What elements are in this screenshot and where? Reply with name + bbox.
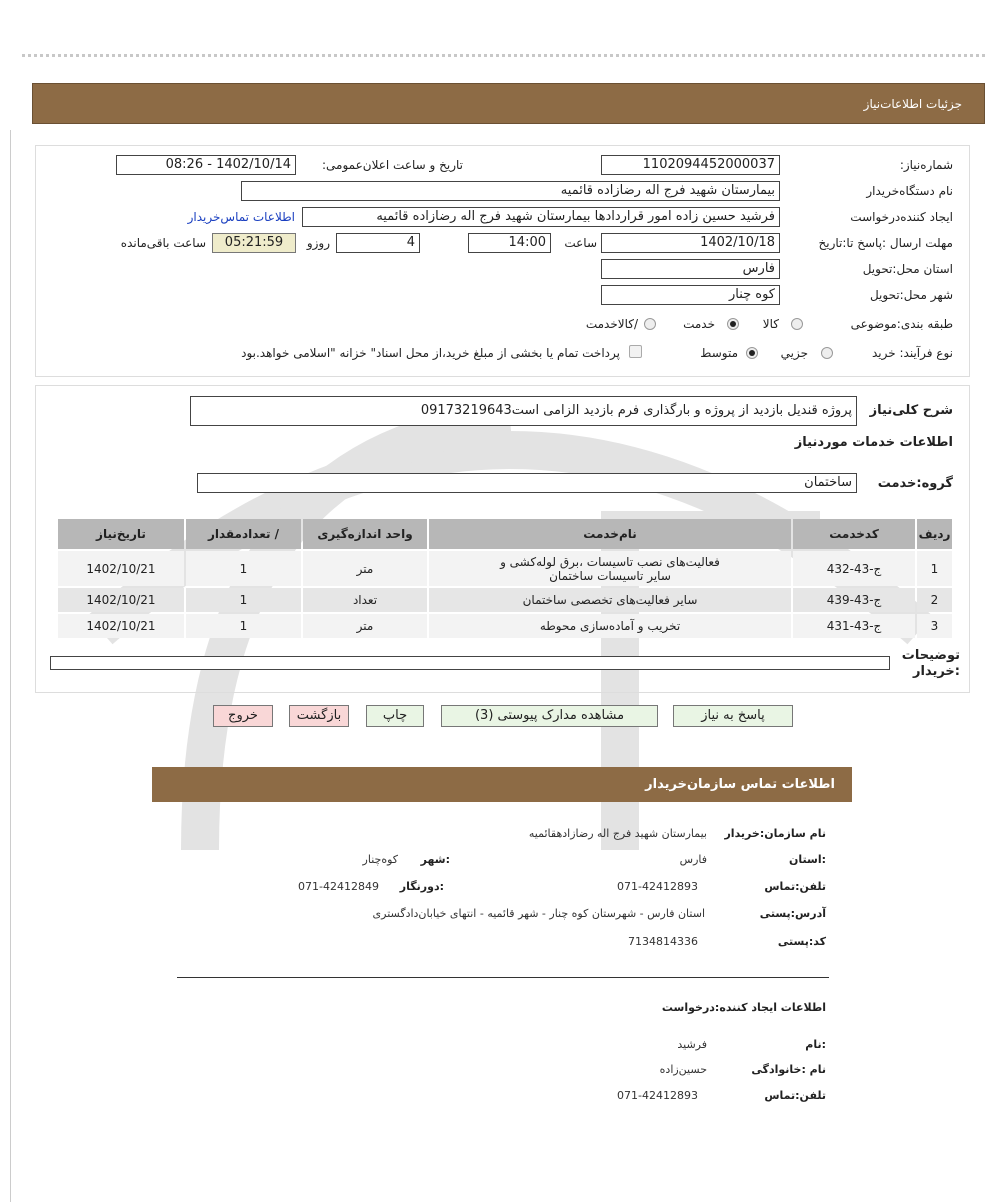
contact-fax-value: 071-42412849 xyxy=(298,880,379,893)
contact-postal-value: 7134814336 xyxy=(628,935,698,948)
page-header xyxy=(32,83,985,124)
creator-family-value: حسین‌زاده xyxy=(659,1063,707,1076)
contact-city-label: :شهر xyxy=(420,853,450,866)
creator-info-title: اطلاعات ایجاد کننده:درخواست xyxy=(661,1001,826,1014)
cell-name: سایر فعالیت‌های تخصصی ساختمان xyxy=(429,588,791,612)
exit-button[interactable]: خروج xyxy=(213,705,273,727)
buyer-notes-field xyxy=(50,656,890,670)
contact-address-value: استان فارس - شهرستان کوه چنار - شهر قائمیه - انتهای خیابان‌دادگستری xyxy=(372,907,705,920)
creator-phone-value: 071-42412893 xyxy=(617,1089,698,1102)
page-header-title: جزئیات اطلاعات‌نیاز xyxy=(863,97,962,111)
deadline-label: مهلت ارسال :پاسخ تا:تاریخ xyxy=(818,236,953,250)
contact-province-value: فارس xyxy=(679,853,707,866)
category-goods-radio[interactable] xyxy=(791,318,803,330)
category-goods-label: کالا xyxy=(762,317,779,331)
category-service-label: خدمت xyxy=(683,317,715,331)
table-header-row xyxy=(58,519,952,549)
back-button[interactable]: بازگشت xyxy=(289,705,349,727)
cell-code: ج-43-431 xyxy=(793,614,915,638)
process-minor-radio[interactable] xyxy=(821,347,833,359)
process-medium-label: متوسط xyxy=(700,346,738,360)
process-minor-label: جزیي xyxy=(780,346,808,360)
cell-row: 1 xyxy=(917,551,952,586)
cell-row: 3 xyxy=(917,614,952,638)
buyer-contact-link[interactable]: اطلاعات تماس‌خریدار xyxy=(187,210,295,224)
description-field: پروژه قندیل بازدید از پروژه و بارگذاری فرم بازدید الزامی است09173219643 xyxy=(190,396,857,426)
process-medium-radio[interactable] xyxy=(746,347,758,359)
contact-postal-label: کد:پستی xyxy=(777,935,826,948)
col-code: کدخدمت xyxy=(793,519,915,549)
deadline-date-field: 1402/10/18 xyxy=(601,233,780,253)
category-label: طبقه بندی:موضوعی xyxy=(850,317,953,331)
print-button[interactable]: چاپ xyxy=(366,705,424,727)
contact-header-title: اطلاعات تماس سازمان‌خریدار xyxy=(645,777,835,792)
need-number-label: شماره‌نیاز: xyxy=(899,158,953,172)
creator-name-value: فرشید xyxy=(677,1038,707,1051)
cell-qty: 1 xyxy=(186,614,301,638)
services-section-title: اطلاعات خدمات موردنیاز xyxy=(794,435,953,450)
table-row xyxy=(58,614,952,638)
remaining-time-field: 05:21:59 xyxy=(212,233,296,253)
city-label: شهر محل:تحویل xyxy=(869,288,953,302)
buyer-notes-label: توضیحات :خریدار xyxy=(901,648,960,679)
left-border xyxy=(10,130,11,1202)
cell-name: تخریب و آماده‌سازی محوطه xyxy=(429,614,791,638)
service-group-label: گروه:خدمت xyxy=(877,476,953,491)
col-date: تاریخ‌نیاز xyxy=(58,519,184,549)
description-label: شرح کلی‌نیاز xyxy=(869,403,953,418)
category-goods-service-label: /کالاخدمت xyxy=(585,317,638,331)
category-service-radio[interactable] xyxy=(727,318,739,330)
col-qty: / تعدادمقدار xyxy=(186,519,301,549)
need-number-field: 1102094452000037 xyxy=(601,155,780,175)
creator-field: فرشید حسین زاده امور قراردادها بیمارستان شهید فرج اله رضازاده قائمیه xyxy=(302,207,780,227)
contact-address-label: آدرس:پستی xyxy=(759,907,826,920)
treasury-payment-label: پرداخت تمام یا بخشی از مبلغ خرید،از محل اسناد" خزانه "اسلامی خواهد.بود xyxy=(241,346,620,360)
days-field: 4 xyxy=(336,233,420,253)
cell-unit: متر xyxy=(303,551,427,586)
creator-family-label: نام :خانوادگی xyxy=(751,1063,826,1076)
top-divider xyxy=(22,54,985,57)
reply-button[interactable]: پاسخ به نیاز xyxy=(673,705,793,727)
col-unit: واحد اندازه‌گیری xyxy=(303,519,427,549)
table-row xyxy=(58,551,952,586)
cell-qty: 1 xyxy=(186,551,301,586)
cell-qty: 1 xyxy=(186,588,301,612)
services-table xyxy=(56,517,954,640)
need-details-panel xyxy=(35,145,970,377)
creator-name-label: :نام xyxy=(805,1038,826,1051)
cell-code: ج-43-432 xyxy=(793,551,915,586)
col-name: نام‌خدمت xyxy=(429,519,791,549)
contact-divider xyxy=(177,977,829,978)
contact-fax-label: :دورنگار xyxy=(399,880,444,893)
cell-name: فعالیت‌های نصب تاسیسات ،برق لوله‌کشی و سایر تاسیسات ساختمان xyxy=(429,551,791,586)
deadline-time-field: 14:00 xyxy=(468,233,551,253)
cell-date: 1402/10/21 xyxy=(58,551,184,586)
cell-unit: تعداد xyxy=(303,588,427,612)
table-row xyxy=(58,588,952,612)
contact-province-label: :استان xyxy=(789,853,826,866)
category-goods-service-radio[interactable] xyxy=(644,318,656,330)
creator-label: ایجاد کننده‌درخواست xyxy=(850,210,953,224)
contact-city-value: کوه‌چنار xyxy=(362,853,398,866)
contact-phone-value: 071-42412893 xyxy=(617,880,698,893)
buyer-org-field: بیمارستان شهید فرج اله رضازاده قائمیه xyxy=(241,181,780,201)
view-attachments-button[interactable]: مشاهده مدارک پیوستی (3) xyxy=(441,705,658,727)
creator-phone-label: تلفن:تماس xyxy=(764,1089,826,1102)
days-label: روزو xyxy=(306,236,330,250)
province-field: فارس xyxy=(601,259,780,279)
contact-org-label: نام سازمان:خریدار xyxy=(724,827,826,840)
province-label: استان محل:تحویل xyxy=(862,262,953,276)
cell-date: 1402/10/21 xyxy=(58,614,184,638)
contact-org-value: بیمارستان شهید فرج اله رضازادهقائمیه xyxy=(528,827,707,840)
buyer-org-label: نام دستگاه‌خریدار xyxy=(866,184,953,198)
cell-code: ج-43-439 xyxy=(793,588,915,612)
contact-phone-label: تلفن:تماس xyxy=(764,880,826,893)
cell-date: 1402/10/21 xyxy=(58,588,184,612)
treasury-payment-checkbox[interactable] xyxy=(629,345,642,358)
cell-unit: متر xyxy=(303,614,427,638)
announce-date-field: 1402/10/14 - 08:26 xyxy=(116,155,296,175)
announce-label: تاریخ و ساعت اعلان‌عمومی: xyxy=(321,158,463,172)
contact-header xyxy=(152,767,852,802)
city-field: کوه چنار xyxy=(601,285,780,305)
remaining-label: ساعت باقی‌مانده xyxy=(120,236,206,250)
service-group-field: ساختمان xyxy=(197,473,857,493)
time-label: ساعت xyxy=(564,236,597,250)
cell-row: 2 xyxy=(917,588,952,612)
col-row: ردیف xyxy=(917,519,952,549)
process-label: نوع فرآیند: خرید xyxy=(872,346,953,360)
